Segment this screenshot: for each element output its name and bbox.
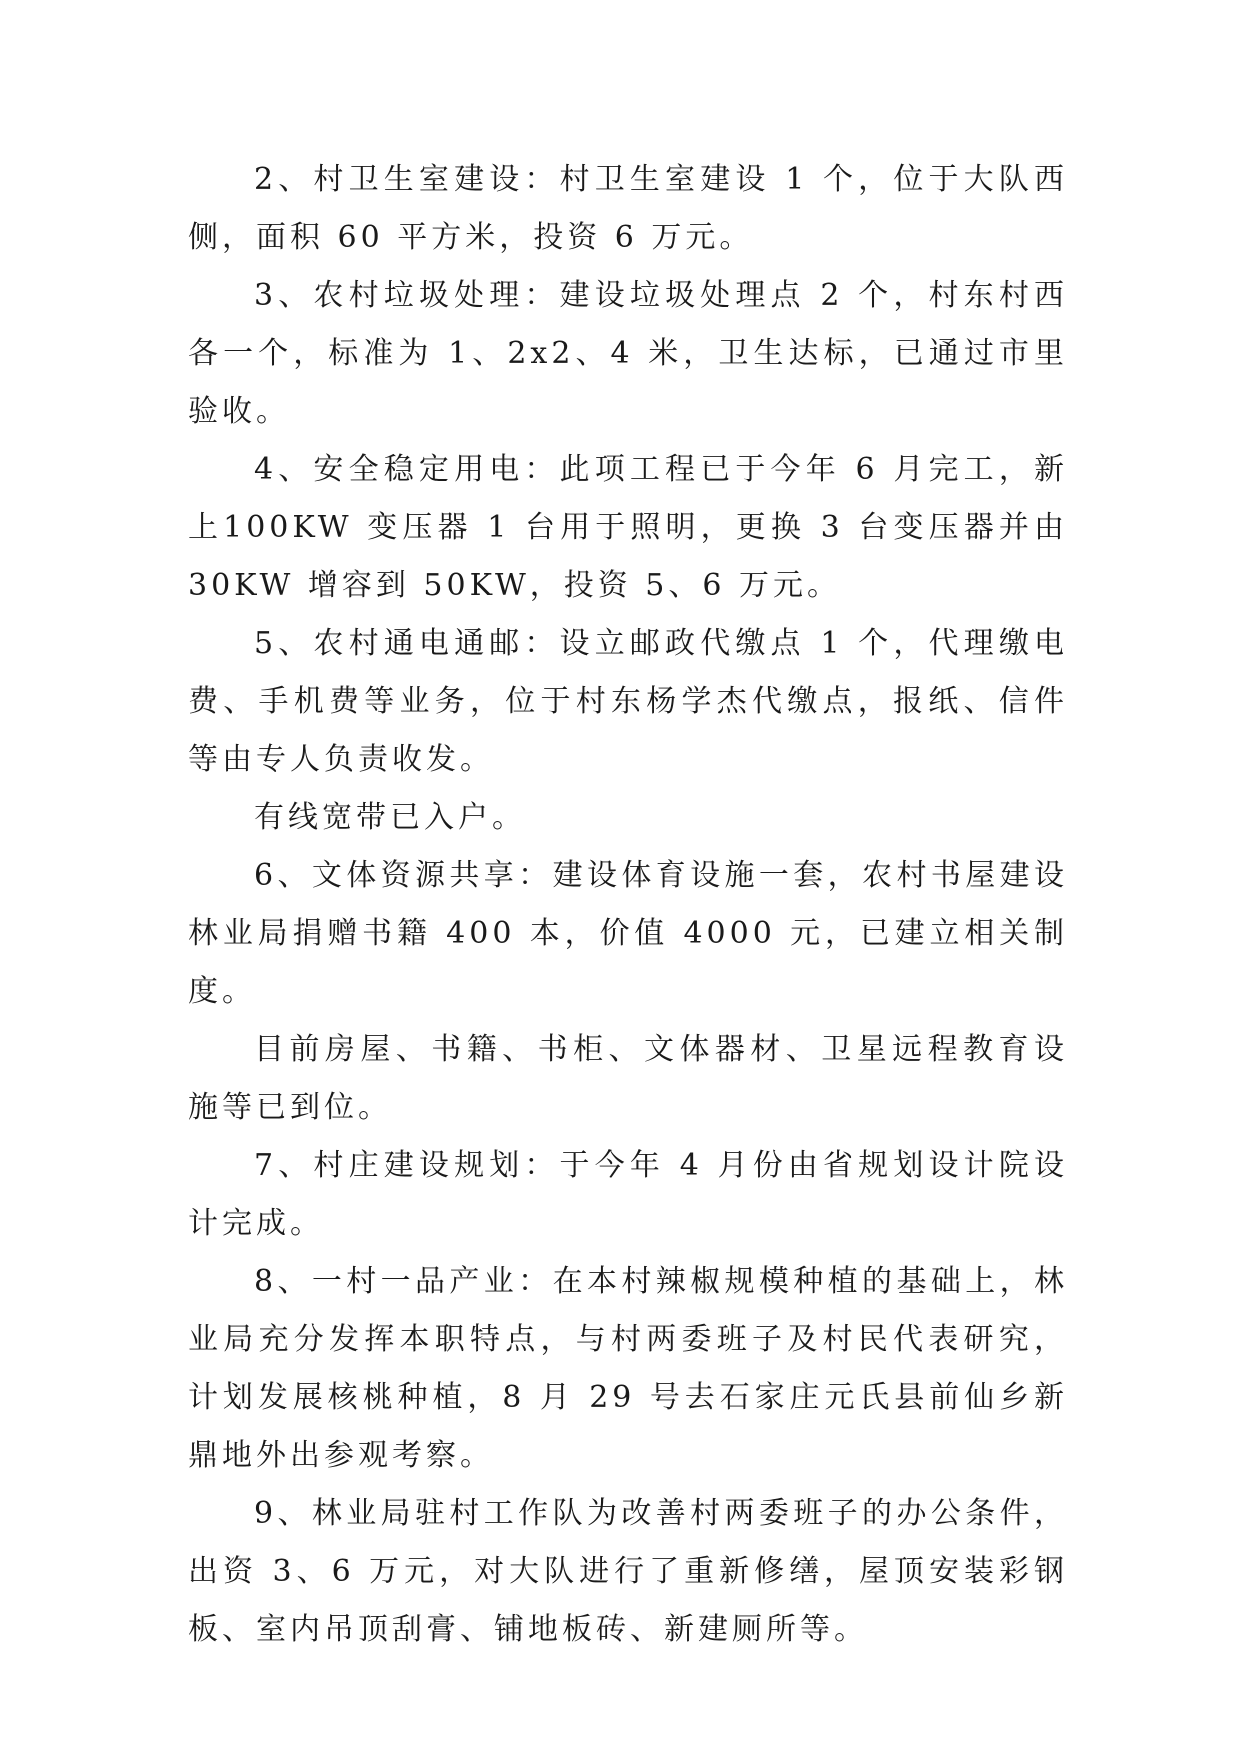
paragraph-broadband: 有线宽带已入户。: [254, 800, 526, 835]
document-body: [188, 151, 1068, 1659]
paragraph-planning: 7、村庄建设规划：于今年 4 月份由省规划设计院设计完成。: [188, 1148, 1068, 1241]
paragraph-clinic: 2、村卫生室建设：村卫生室建设 1 个，位于大队西侧，面积 60 平方米，投资 6 万元。: [188, 162, 1068, 255]
paragraph-renovation: 9、林业局驻村工作队为改善村两委班子的办公条件，出资 3、6 万元，对大队进行了重新修缮，屋顶安装彩钢板、室内吊顶刮膏、铺地板砖、新建厕所等。: [188, 1496, 1068, 1647]
paragraph-industry: 8、一村一品产业：在本村辣椒规模种植的基础上，林业局充分发挥本职特点，与村两委班子及村民代表研究，计划发展核桃种植，8 月 29 号去石家庄元氏县前仙乡新鼎地外出参观考察。: [188, 1264, 1068, 1473]
paragraph-culture: 6、文体资源共享：建设体育设施一套，农村书屋建设林业局捐赠书籍 400 本，价值 4000 元，已建立相关制度。: [188, 858, 1068, 1009]
paragraph-electricity: 4、安全稳定用电：此项工程已于今年 6 月完工，新上100KW 变压器 1 台用于照明，更换 3 台变压器并由 30KW 增容到 50KW，投资 5、6 万元。: [188, 452, 1068, 603]
paragraph-facilities: 目前房屋、书籍、书柜、文体器材、卫星远程教育设施等已到位。: [188, 1032, 1068, 1125]
paragraph-postal: 5、农村通电通邮：设立邮政代缴点 1 个，代理缴电费、手机费等业务，位于村东杨学杰代缴点，报纸、信件等由专人负责收发。: [188, 626, 1068, 777]
paragraph-garbage: 3、农村垃圾处理：建设垃圾处理点 2 个，村东村西各一个，标准为 1、2x2、4 米，卫生达标，已通过市里验收。: [188, 278, 1068, 429]
